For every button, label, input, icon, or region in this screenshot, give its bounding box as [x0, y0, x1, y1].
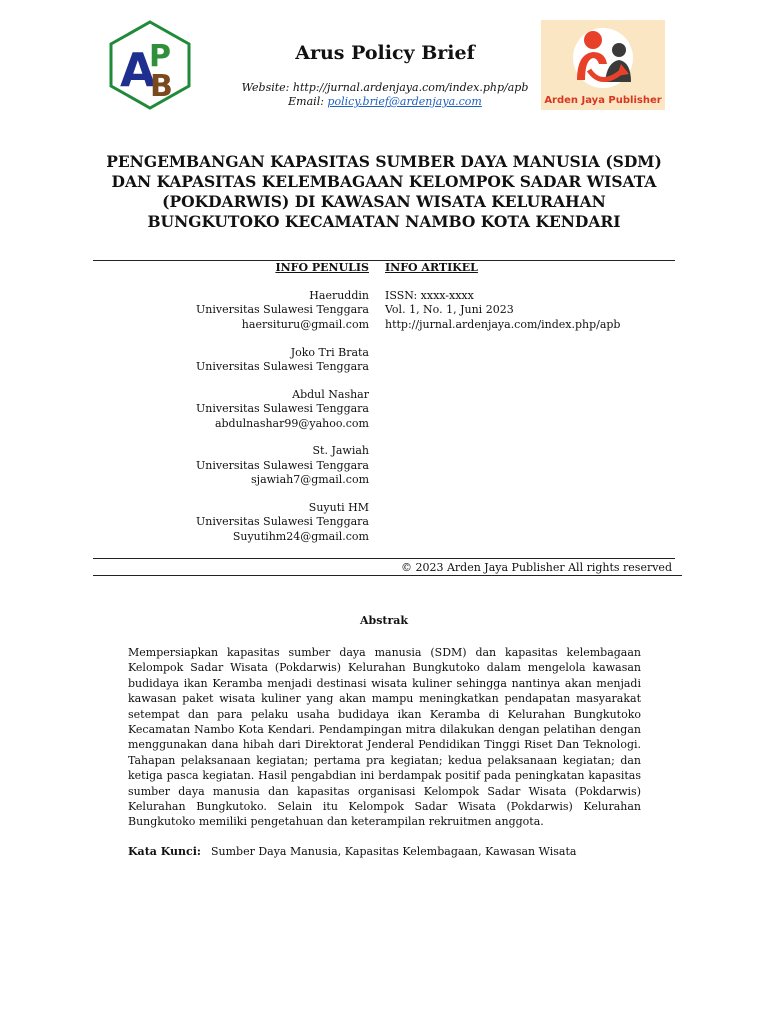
journal-email-line — [200, 95, 570, 108]
author-list — [190, 289, 369, 558]
svg-text:A: A — [120, 43, 156, 97]
author-entry — [190, 388, 369, 431]
author-affiliation: Universitas Sulawesi Tenggara — [196, 458, 369, 472]
author-affiliation: Universitas Sulawesi Tenggara — [196, 515, 369, 529]
copyright-notice: © 2023 Arden Jaya Publisher All rights reserved — [400, 561, 672, 574]
abstract-body: Mempersiapkan kapasitas sumber daya manusia (SDM) dan kapasitas kelembagaan Kelompok Sadar Wisata (Pokdarwis) Kelurahan Bungkutoko dalam mengelola kawasan budidaya ikan Keramba menjadi destinasi wisata kuliner sehingga nantinya akan menjadi kawasan paket wisata kuliner yang akan mampu meningkatkan pendapatan masyarakat setempat dan para pelaku usaha budidaya ikan Keramba di Kelurahan Bungkutoko Kecamatan Nambo Kota Kendari. Pendampingan mitra dilakukan dengan pelatihan dengan menggunakan dana hibah dari Direktorat Jenderal Pendidikan Tinggi Riset Dan Teknologi. Tahapan pelaksanaan kegiatan; pertama pra kegiatan; kedua pelaksanaan kegiatan; dan ketiga pasca kegiatan. Hasil pengabdian ini berdampak positif pada peningkatan kapasitas sumber daya manusia dan kapasitas organisasi Kelompok Sadar Wisata (Pokdarwis) Kelurahan Bungkutoko. Selain itu Kelompok Sadar Wisata (Pokdarwis) Kelurahan Bungkutoko memiliki pengetahuan dan keterampilan rekruitmen anggota. — [128, 646, 641, 829]
publisher-logo — [541, 20, 665, 110]
abstract-heading: Abstrak — [359, 614, 409, 627]
copyright-rule — [93, 575, 682, 576]
keywords-line — [128, 845, 576, 858]
article-title: PENGEMBANGAN KAPASITAS SUMBER DAYA MANUSIA (SDM) DAN KAPASITAS KELEMBAGAAN KELOMPOK SADAR WISATA (POKDARWIS) DI KAWASAN WISATA KELURAHAN BUNGKUTOKO KECAMATAN NAMBO KOTA KENDARI — [106, 152, 662, 231]
journal-name: Arus Policy Brief — [295, 42, 475, 64]
email-link[interactable]: policy.brief@ardenjaya.com — [327, 95, 482, 108]
info-top-rule — [93, 260, 675, 261]
author-email: sjawiah7@gmail.com — [251, 473, 369, 487]
svg-text:P: P — [149, 39, 171, 74]
publisher-logo-text: Arden Jaya Publisher — [544, 95, 662, 106]
info-bottom-rule — [93, 558, 675, 559]
svg-text:B: B — [150, 69, 173, 104]
author-name: Abdul Nashar — [292, 387, 369, 401]
author-affiliation: Universitas Sulawesi Tenggara — [196, 303, 369, 317]
author-entry — [190, 289, 369, 332]
keywords-value: Sumber Daya Manusia, Kapasitas Kelembagaan, Kawasan Wisata — [210, 845, 577, 858]
info-penulis-heading: INFO PENULIS — [275, 261, 369, 274]
author-entry — [190, 346, 369, 375]
keywords-label: Kata Kunci: — [128, 845, 201, 858]
author-email: abdulnashar99@yahoo.com — [214, 416, 369, 430]
author-name: Joko Tri Brata — [290, 345, 369, 359]
author-email: haersituru@gmail.com — [241, 317, 369, 331]
article-url[interactable]: http://jurnal.ardenjaya.com/index.php/apb — [385, 317, 621, 331]
author-affiliation: Universitas Sulawesi Tenggara — [196, 360, 369, 374]
author-name: Suyuti HM — [308, 501, 369, 515]
article-volume: Vol. 1, No. 1, Juni 2023 — [385, 303, 514, 317]
journal-website: Website: http://jurnal.ardenjaya.com/index.php/apb — [241, 81, 529, 94]
author-email: Suyutihm24@gmail.com — [232, 529, 369, 543]
author-entry — [190, 501, 369, 544]
author-entry — [190, 444, 369, 487]
info-artikel-heading: INFO ARTIKEL — [385, 261, 478, 274]
apb-logo — [108, 20, 192, 110]
author-name: Haeruddin — [309, 289, 369, 302]
email-label: Email: — [288, 95, 328, 108]
article-issn: ISSN: xxxx-xxxx — [385, 289, 474, 302]
author-name: St. Jawiah — [312, 444, 369, 458]
article-info — [385, 289, 620, 332]
author-affiliation: Universitas Sulawesi Tenggara — [196, 402, 369, 416]
